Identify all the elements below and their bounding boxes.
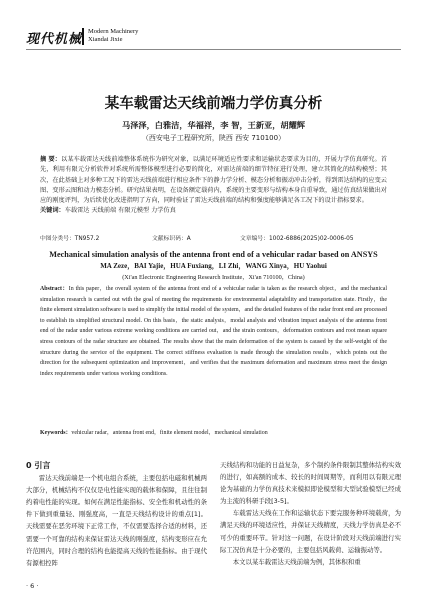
journal-name-en-line1: Modern Machinery <box>88 28 139 35</box>
journal-name-en <box>88 28 138 44</box>
clc-number: 中图分类号：TN957.2 <box>40 236 100 242</box>
affiliation-zh: （西安电子工程研究所，陕西 西安 710100） <box>141 134 286 142</box>
article-title-zh: 某车载雷达天线前端力学仿真分析 <box>104 96 323 112</box>
body-paragraph: 本文以某车载雷达天线前端为例，其体积和重 <box>232 557 361 566</box>
keywords-en <box>40 427 387 436</box>
author-list-zh: 马泽泽，白雅洁，华福祥，李 智，王新亚，胡耀辉 <box>122 120 305 130</box>
keywords-en-text: vehicular radar，antenna front end，finite element model，mechanical simulation <box>71 430 268 436</box>
keywords-zh-text: 车载雷达 天线前端 有限元模型 力学仿真 <box>64 207 176 215</box>
page-number: · 6 · <box>26 582 39 590</box>
abstract-zh <box>40 155 387 217</box>
abstract-en-label: Abstract： <box>40 286 69 292</box>
body-column-left <box>26 460 207 569</box>
body-paragraph: 车载雷达天线在工作和运输状态下要完服务种环境载荷，为满足天线的环境适应性，并保证天线精度，天线力学仿真是必不可少的重要环节。针对这一问题，在设计阶段对天线前端进行实际工况仿真是十分必要的，主要包括风载荷、运输振动等。 <box>220 509 401 554</box>
keywords-zh-label: 关键词： <box>40 207 65 215</box>
abstract-en-text: In this paper，the overall system of the antenna front end of a vehicular radar is taken as the research object，and the mechanical simulation research is carried out with the goal of meeting the requirements for environmental adaptability and transportation state. Firstly，the finite element simulation software is used to simplify the initial model of the system，and the detailed features of the radar front end are processed to establish its simplified structural model. On this basis，the static analysis，modal analysis and vibration impact analysis of the antenna front end of the radar under various extreme working conditions are carried out，and the strain contours，deformation contours and root mean square stress contours of the radar structure are obtained. The results show that the main deformation of the system is caused by the self-weight of the structure during the service of the equipment. The correct stiffness evaluation is made through the simulation results，which points out the direction for the subsequent optimization and improvement，and verifies that the maximum deformation and maximum stress meet the design index requirements under various working conditions. <box>40 286 387 377</box>
logo-divider <box>82 28 84 45</box>
abstract-en <box>40 284 387 379</box>
body-paragraph: 雷达天线前端是一个机电组合系统，主要包括电磁和机械两大部分，机械结构不仅仅是电性能实现的载体和保障，且往往制约着电性能的实现。如何在满足性能指标、安全性和机动性的条件下做到重量轻、刚强度高，一直是天线结构设计的重点[1]。天线需要在恶劣环境下正常工作，不仅需要选择合适的材料，还需要一个可靠的结构来保证雷达天线的刚强度，结构变形应在允许范围内，同时合理的结构也能提高天线的性能指标。由于现代有源相控阵 <box>26 474 207 567</box>
abstract-zh-text: 以某车载雷达天线前端整体系统作为研究对象，以满足环境适应性要求和运输状态要求为目的，开展力学仿真研究。首先，利用有限元分析软件对系统所需整体模型进行必要的简化，对需达前端的细节特征进行处理，建立其简化的结构模型；其次，在此基础上对多种工况下的雷达天线前端进行相应条件下的静力学分析、模态分析和振动冲击分析，得到雷达结构的应变云图、变形云图和动力模态分析。研究结果表明，在设备额定载荷内，系统的主要变形与结构本身自重导致，通过仿真结果做出对应的刚度评判，为后续优化改进指明了方向，同时验证了雷达天线前端的结构和强度能够满足各工况下的设计指标要求。 <box>40 156 387 205</box>
journal-logo: 现代机械 <box>26 32 83 47</box>
section-heading: 0 引言 <box>26 461 51 470</box>
journal-header <box>26 26 401 50</box>
journal-name-en-line2: Xiandai Jixie <box>88 36 123 43</box>
header-divider <box>26 49 401 50</box>
document-code: 文献标识码：A <box>152 236 191 242</box>
body-paragraph: 天线结构和功能的日益复杂，多个制约条件限制其整体结构实效的进行，如高额的成本、较长的时间周期等，而利用以有限元理论为基础的力学仿真技术来模拟即论模型和大型试验模型已经成为主流的科研手段[3-5]。 <box>220 461 401 506</box>
author-list-en: MA Zeze，BAI Yajie，HUA Fuxiang，LI Zhi，WANG Xinya，HU Yaohui <box>100 262 327 270</box>
article-title-en: Mechanical simulation analysis of the antenna front end of a vehicular radar based on ANSYS <box>49 250 378 259</box>
body-column-right <box>220 459 401 568</box>
affiliation-en: (Xi'an Electronic Engineering Research Institute，Xi'an 710100，China) <box>122 274 305 281</box>
abstract-zh-label: 摘 要： <box>40 156 62 163</box>
article-number: 文章编号：1002-6886(2025)02-0006-05 <box>240 236 354 242</box>
keywords-en-label: Keywords： <box>40 430 72 436</box>
